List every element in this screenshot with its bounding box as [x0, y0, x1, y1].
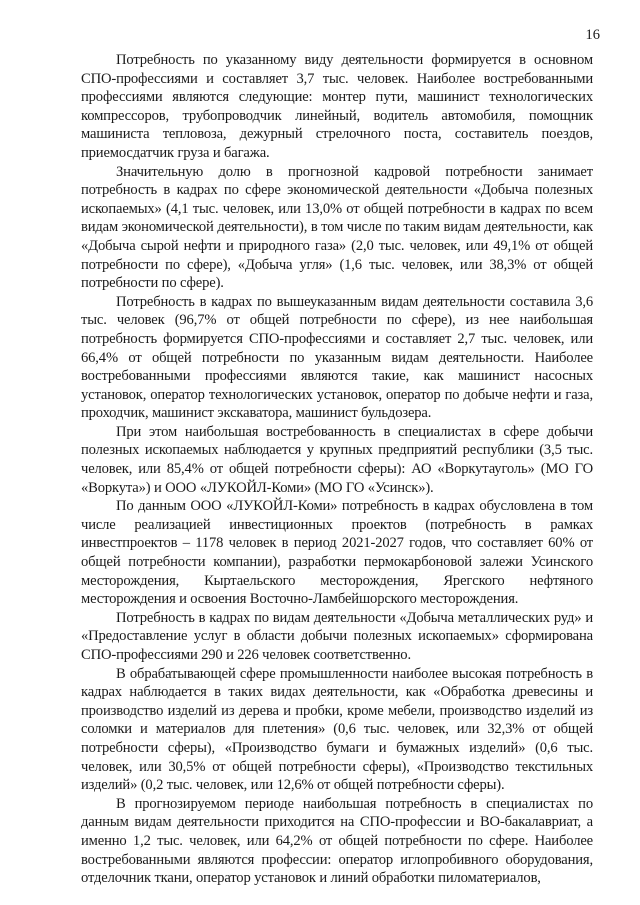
page-number: 16 — [585, 27, 600, 43]
paragraph-3: Потребность в кадрах по вышеуказанным видам деятельности составила 3,6 тыс. человек (96,7% от общей потребности по сфере), из нее наибольшая потребность формируется СПО-профессиями и составляет 2,7 тыс. человек, или 66,4% от общей потребности по указанным видам деятельности. Наиболее востребованными профессиями являются такие, как машинист насосных установок, оператор технологических установок, оператор по добыче нефти и газа, проходчик, машинист экскаватора, машинист бульдозера. — [81, 293, 593, 422]
paragraph-5: По данным ООО «ЛУКОЙЛ-Коми» потребность в кадрах обусловлена в том числе реализацией инвестиционных проектов (потребность в рамках инвестпроектов – 1178 человек в период 2021-2027 годов, что составляет 60% от общей потребности компании), разработки пермокарбоновой залежи Усинского месторождения, Кыртаельского месторождения, Ярегского нефтяного месторождения и освоения Восточно-Ламбейшорского месторождения. — [81, 498, 593, 608]
paragraph-2: Значительную долю в прогнозной кадровой потребности занимает потребность в кадрах по сфере экономической деятельности «Добыча полезных ископаемых» (4,1 тыс. человек, или 13,0% от общей потребности в кадрах по всем видам экономической деятельности), в том числе по таким видам деятельности, как «Добыча сырой нефти и природного газа» (2,0 тыс. человек, или 49,1% от общей потребности по сфере), «Добыча угля» (1,6 тыс. человек, или 38,3% от общей потребности по сфере). — [81, 163, 593, 292]
paragraph-8: В прогнозируемом периоде наибольшая потребность в специалистах по данным видам деятельности приходится на СПО-профессии и ВО-бакалавриат, а именно 1,2 тыс. человек, или 64,2% от общей потребности по сфере. Наиболее востребованными являются профессии: оператор иглопробивного оборудования, отделочник ткани, оператор установок и линий обработки пиломатериалов, — [81, 795, 593, 887]
paragraph-4: При этом наибольшая востребованность в специалистах в сфере добычи полезных ископаемых наблюдается у крупных предприятий республики (3,5 тыс. человек, или 85,4% от общей потребности сферы): АО «Воркутауголь» (МО ГО «Воркута») и ООО «ЛУКОЙЛ-Коми» (МО ГО «Усинск»). — [81, 423, 593, 496]
paragraph-1: Потребность по указанному виду деятельности формируется в основном СПО-профессиями и составляет 3,7 тыс. человек. Наиболее востребованными профессиями являются следующие: монтер пути, машинист технологических компрессоров, трубопроводчик линейный, водитель автомобиля, помощник машиниста тепловоза, дежурный стрелочного поста, составитель поездов, приемосдатчик груза и багажа. — [81, 52, 593, 161]
document-body — [81, 51, 593, 888]
paragraph-6: Потребность в кадрах по видам деятельности «Добыча металлических руд» и «Предоставление услуг в области добычи полезных ископаемых» сформирована СПО-профессиями 290 и 226 человек соответственно. — [81, 609, 593, 663]
paragraph-7: В обрабатывающей сфере промышленности наиболее высокая потребность в кадрах наблюдается в таких видах деятельности, как «Обработка древесины и производство изделий из дерева и пробки, кроме мебели, производство изделий из соломки и материалов для плетения» (0,6 тыс. человек, или 32,3% от общей потребности сферы), «Производство бумаги и бумажных изделий» (0,6 тыс. человек, или 30,5% от общей потребности сферы), «Производство текстильных изделий» (0,2 тыс. человек, или 12,6% от общей потребности сферы). — [81, 665, 593, 794]
